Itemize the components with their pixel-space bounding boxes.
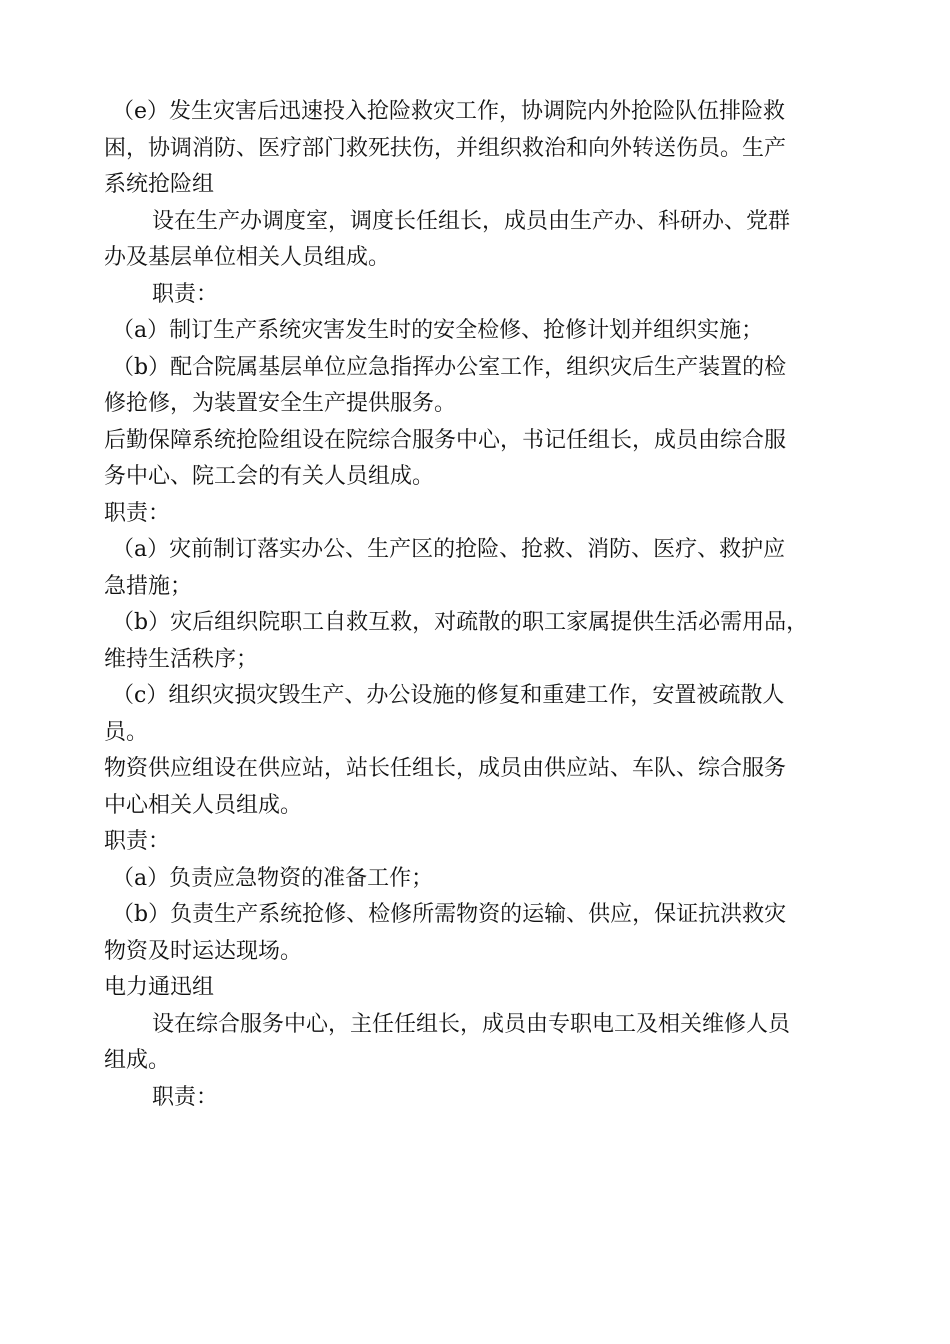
text-line: 急措施； (104, 573, 193, 599)
text-line: 设在生产办调度室，调度长任组长，成员由生产办、科研办、党群 (152, 208, 791, 234)
text-line: 物资供应组设在供应站，站长任组长，成员由供应站、车队、综合服务 (104, 756, 787, 781)
text-line: 维持生活秩序； (104, 646, 259, 672)
list-item: （a）负责应急物资的准备工作； (112, 865, 434, 891)
text-line: 办及基层单位相关人员组成。 (104, 245, 391, 270)
duties-label: 职责： (152, 281, 219, 307)
text-line: 物资及时运达现场。 (104, 938, 303, 964)
list-item: （a）灾前制订落实办公、生产区的抢险、抢救、消防、医疗、救护应 (112, 537, 786, 562)
text-line: 修抢修，为装置安全生产提供服务。 (104, 391, 457, 416)
duties-label: 职责： (104, 500, 171, 526)
text-line: 后勤保障系统抢险组设在院综合服务中心，书记任组长，成员由综合服 (104, 427, 787, 453)
list-item: （c）组织灾损灾毁生产、办公设施的修复和重建工作，安置被疏散人 (112, 683, 785, 708)
list-item: （b）负责生产系统抢修、检修所需物资的运输、供应，保证抗洪救灾 (112, 902, 787, 927)
section-heading: 电力通迅组 (104, 975, 215, 1000)
list-item: （b）配合院属基层单位应急指挥办公室工作，组织灾后生产装置的检 (112, 354, 787, 380)
text-line: 组成。 (104, 1048, 171, 1073)
text-line: 员。 (104, 719, 149, 745)
section-heading: 系统抢险组 (104, 172, 215, 197)
text-line: 务中心、院工会的有关人员组成。 (104, 464, 435, 489)
text-line: （e）发生灾害后迅速投入抢险救灾工作，协调院内外抢险队伍排险救 (112, 99, 786, 124)
duties-label: 职责： (104, 829, 171, 854)
list-item: （b）灾后组织院职工自救互救，对疏散的职工家属提供生活必需用品， (112, 610, 809, 635)
text-line: 中心相关人员组成。 (104, 792, 303, 818)
document-page (104, 94, 844, 1116)
text-line: 设在综合服务中心，主任任组长，成员由专职电工及相关维修人员 (152, 1011, 791, 1037)
duties-label: 职责： (152, 1084, 219, 1110)
list-item: （a）制订生产系统灾害发生时的安全检修、抢修计划并组织实施； (112, 318, 764, 343)
text-line: 困，协调消防、医疗部门救死扶伤，并组织救治和向外转送伤员。生产 (104, 135, 787, 161)
